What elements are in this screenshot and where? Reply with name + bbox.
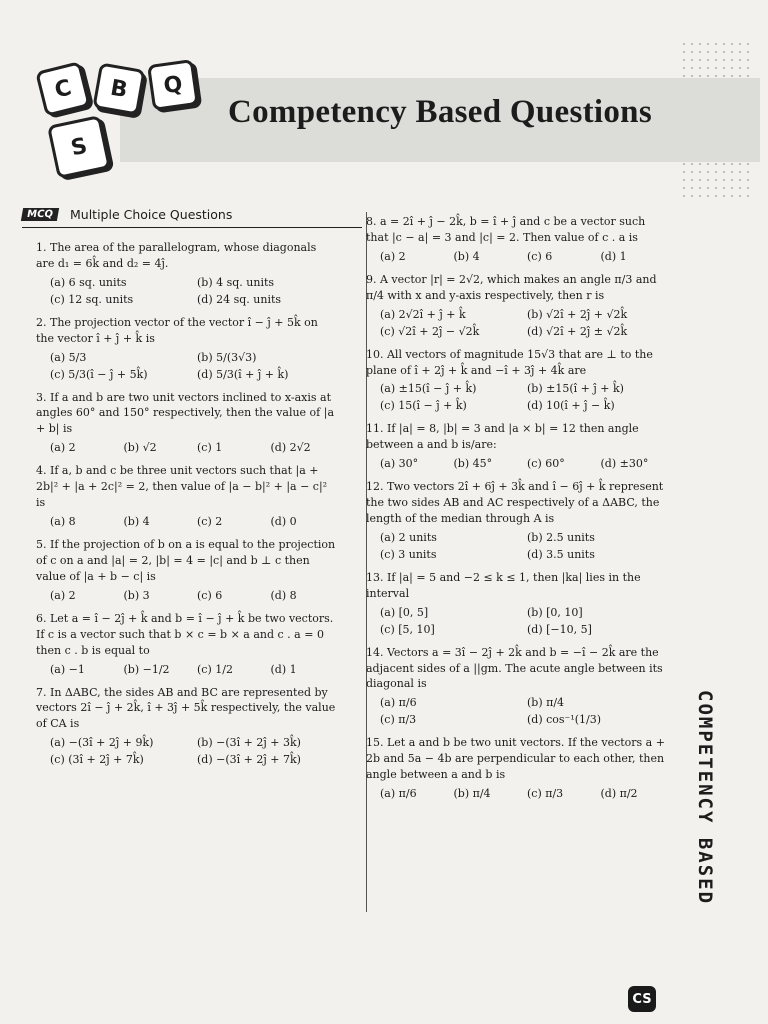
answer-option: (c) 15(î − ĵ + k̂) <box>380 399 467 413</box>
options-group <box>366 530 666 563</box>
answer-option: (c) 1/2 <box>197 662 233 676</box>
answer-option: (d) 10(î + ĵ − k̂) <box>527 399 615 413</box>
answer-option: (b) 4 sq. units <box>197 275 275 289</box>
question-text: 15. Let a and b be two unit vectors. If the vectors a + 2b and 5a − 4b are perpendicular to each other, then angle between a and b is <box>366 736 665 782</box>
answer-option: (c) 6 <box>197 588 223 602</box>
question-item <box>366 272 666 340</box>
question-text: 10. All vectors of magnitude 15√3 that are ⊥ to the plane of î + 2ĵ + k̂ and −î + 3ĵ + 4k̂ are <box>366 347 653 377</box>
question-text: 12. Two vectors 2î + 6ĵ + 3k̂ and î − 6ĵ + k̂ represent the two sides AB and AC respectively of a ΔABC, the length of the median through A is <box>366 480 664 525</box>
question-text: 13. If |a| = 5 and −2 ≤ k ≤ 1, then |ka| lies in the interval <box>366 570 641 600</box>
question-text: 1. The area of the parallelogram, whose diagonals are d₁ = 6k̂ and d₂ = 4ĵ. <box>36 241 317 270</box>
question-item <box>366 421 666 472</box>
answer-option: (b) √2î + 2ĵ + √2k̂ <box>527 307 628 321</box>
answer-option: (d) π/2 <box>600 787 638 801</box>
answer-option: (a) 6 sq. units <box>50 275 127 289</box>
answer-option: (b) 3 <box>123 588 150 602</box>
question-text: 7. In ΔABC, the sides AB and BC are represented by vectors 2î − ĵ + 2k̂, î + 3ĵ + 5k̂ respectively, the value of CA is <box>36 685 336 731</box>
answer-option: (b) −1/2 <box>123 662 170 676</box>
answer-option: (c) [5, 10] <box>380 622 435 636</box>
question-item <box>36 240 336 308</box>
answer-option: (b) ±15(î + ĵ + k̂) <box>527 382 624 396</box>
answer-option: (d) 0 <box>270 515 297 529</box>
answer-option: (d) cos⁻¹(1/3) <box>527 713 602 727</box>
answer-option: (a) [0, 5] <box>380 605 429 619</box>
question-text: 2. The projection vector of the vector î − ĵ + 5k̂ on the vector î + ĵ + k̂ is <box>36 315 318 345</box>
question-item <box>36 463 336 530</box>
answer-option: (b) 45° <box>453 457 493 471</box>
answer-option: (a) ±15(î − ĵ + k̂) <box>380 382 477 396</box>
answer-option: (a) 2 <box>50 441 76 455</box>
answer-option: (c) 3 units <box>380 547 437 561</box>
options-group <box>36 514 336 530</box>
options-group <box>366 786 666 802</box>
answer-option: (d) √2î + 2ĵ ± √2k̂ <box>527 324 628 338</box>
question-item <box>366 570 666 638</box>
options-group <box>366 381 666 414</box>
answer-option: (b) 4 <box>453 249 480 263</box>
question-text: 6. Let a = î − 2ĵ + k̂ and b = î − ĵ + k̂ be two vectors. If c is a vector such that b × c = b × a and c . a = 0 then c . b is equal to <box>36 611 334 657</box>
options-group <box>366 605 666 638</box>
answer-option: (a) π/6 <box>380 787 417 801</box>
question-text: 4. If a, b and c be three unit vectors such that |a + 2b|² + |a + 2c|² = 2, then value of |a − b|² + |a − c|² is <box>36 464 328 510</box>
answer-option: (b) π/4 <box>527 696 565 710</box>
question-text: 9. A vector |r| = 2√2, which makes an angle π/3 and π/4 with x and y-axis respectively, then r is <box>366 272 657 302</box>
options-group <box>36 588 336 604</box>
answer-option: (b) −(3î + 2ĵ + 3k̂) <box>197 736 301 750</box>
answer-option: (b) √2 <box>123 441 157 455</box>
answer-option: (c) 60° <box>527 457 565 471</box>
answer-option: (d) −(3î + 2ĵ + 7k̂) <box>197 753 301 767</box>
question-item <box>36 390 336 457</box>
question-item <box>36 685 336 769</box>
answer-option: (c) √2î + 2ĵ − √2k̂ <box>380 324 480 338</box>
right-column <box>366 214 666 809</box>
answer-option: (b) 4 <box>123 515 150 529</box>
answer-option: (d) ±30° <box>600 457 649 471</box>
answer-option: (d) 8 <box>270 588 297 602</box>
answer-option: (a) −1 <box>50 662 85 676</box>
answer-option: (a) 5/3 <box>50 350 87 364</box>
question-item <box>366 645 666 729</box>
question-item <box>366 214 666 265</box>
question-text: 8. a = 2î + ĵ − 2k̂, b = î + ĵ and c be a vector such that |c − a| = 3 and |c| = 2. Then value of c . a is <box>366 215 646 244</box>
left-column <box>36 240 336 775</box>
answer-option: (c) π/3 <box>380 713 417 727</box>
answer-option: (d) 1 <box>270 662 297 676</box>
answer-option: (d) 3.5 units <box>527 547 595 561</box>
question-item <box>36 315 336 383</box>
options-group <box>36 350 336 383</box>
answer-option: (c) 1 <box>197 441 223 455</box>
answer-option: (a) −(3î + 2ĵ + 9k̂) <box>50 736 154 750</box>
page-title: Competency Based Questions <box>228 94 652 130</box>
answer-option: (a) 2 <box>50 588 76 602</box>
answer-option: (d) 2√2 <box>270 441 311 455</box>
question-item <box>36 611 336 678</box>
options-group <box>366 249 666 265</box>
answer-option: (c) 2 <box>197 515 223 529</box>
question-item <box>366 735 666 802</box>
question-text: 3. If a and b are two unit vectors inclined to x-axis at angles 60° and 150° respectively, then the value of |a + b| is <box>36 390 335 436</box>
answer-option: (a) 2 <box>380 249 406 263</box>
logo-cube-c: C <box>35 61 91 117</box>
options-group <box>366 456 666 472</box>
answer-option: (a) 30° <box>380 457 419 471</box>
question-text: 5. If the projection of b on a is equal to the projection of c on a and |a| = 2, |b| = 4 = |c| and b ⊥ c then value of |a + b − c| is <box>36 538 336 583</box>
answer-option: (d) [−10, 5] <box>527 622 592 636</box>
answer-option: (c) (3î + 2ĵ + 7k̂) <box>50 753 144 767</box>
question-item <box>36 537 336 604</box>
question-text: 14. Vectors a = 3î − 2ĵ + 2k̂ and b = −î − 2k̂ are the adjacent sides of a ||gm. The acute angle between its diagonal is <box>366 645 663 691</box>
answer-option: (c) π/3 <box>527 787 564 801</box>
question-item <box>366 347 666 415</box>
options-group <box>36 735 336 768</box>
answer-option: (d) 24 sq. units <box>197 292 282 306</box>
logo-cube-s: S <box>47 115 111 179</box>
side-label: COMPETENCY BASED <box>694 690 716 906</box>
answer-option: (d) 1 <box>600 249 627 263</box>
answer-option: (a) 2√2î + ĵ + k̂ <box>380 307 466 321</box>
answer-option: (a) 2 units <box>380 530 437 544</box>
section-label: Multiple Choice Questions <box>70 207 233 222</box>
options-group <box>366 307 666 340</box>
mcq-tag: MCQ <box>21 208 59 221</box>
answer-option: (b) π/4 <box>453 787 491 801</box>
answer-option: (d) 5/3(î + ĵ + k̂) <box>197 367 289 381</box>
answer-option: (b) 2.5 units <box>527 530 595 544</box>
options-group <box>36 440 336 456</box>
logo-cube-b: B <box>92 62 145 115</box>
answer-option: (a) π/6 <box>380 696 417 710</box>
answer-option: (a) 8 <box>50 515 76 529</box>
section-header <box>22 205 362 228</box>
answer-option: (b) [0, 10] <box>527 605 583 619</box>
cs-logo: CS <box>628 986 656 1012</box>
options-group <box>36 662 336 678</box>
options-group <box>366 695 666 728</box>
question-text: 11. If |a| = 8, |b| = 3 and |a × b| = 12 then angle between a and b is/are: <box>366 422 639 452</box>
answer-option: (c) 5/3(î − ĵ + 5k̂) <box>50 367 148 381</box>
question-item <box>366 479 666 563</box>
logo-cube-q: Q <box>147 59 199 111</box>
options-group <box>36 275 336 308</box>
answer-option: (c) 6 <box>527 249 553 263</box>
answer-option: (c) 12 sq. units <box>50 292 134 306</box>
answer-option: (b) 5/(3√3) <box>197 350 257 364</box>
